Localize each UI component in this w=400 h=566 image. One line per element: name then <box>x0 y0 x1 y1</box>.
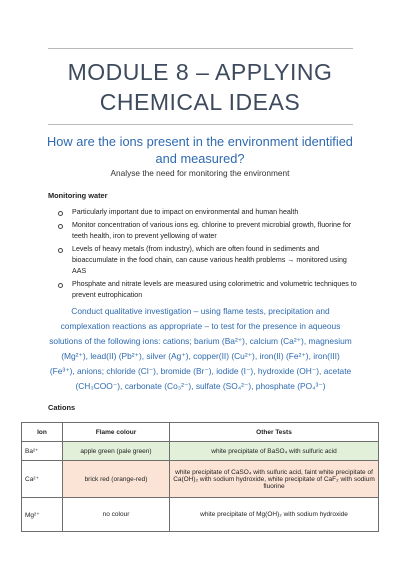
list-item-text: Particularly important due to impact on environmental and human health <box>72 208 299 216</box>
cations-table <box>21 422 379 532</box>
list-item <box>58 207 358 218</box>
cations-label: Cations <box>48 403 76 412</box>
monitoring-water-label: Monitoring water <box>48 191 108 200</box>
other-tests-cell: white precipitate of CaSO₄ with sulfuric acid, faint white precipitate of Ca(OH)₂ with sodium hydroxide, white precipitate of CaF₂ with sodium fluorine <box>170 461 379 498</box>
other-tests-cell: white precipitate of Mg(OH)₂ with sodium hydroxide <box>170 498 379 532</box>
ion-cell: Ba²⁺ <box>22 442 63 461</box>
other-tests-cell: white precipitate of BaSO₄ with sulfuric acid <box>170 442 379 461</box>
inquiry-question: How are the ions present in the environment identified and measured? <box>47 134 353 166</box>
list-item <box>58 220 358 242</box>
list-item-text: Monitor concentration of various ions eg. chlorine to prevent microbial growth, fluorine for teeth health, iron to prevent yellowing of water <box>72 221 352 240</box>
bullet-icon <box>58 248 63 253</box>
column-header-other-tests: Other Tests <box>170 423 379 442</box>
bullet-icon <box>58 211 63 216</box>
title-line-1: MODULE 8 – APPLYING <box>67 59 333 85</box>
table-row <box>22 442 379 461</box>
qualitative-investigation-text: Conduct qualitative investigation – using flame tests, precipitation and complexation reactions as appropriate – to test for the presence in aqueous solutions of the following ions: cations; barium (Ba²⁺), calcium (Ca²⁺), magnesium (Mg²⁺), lead(II) (Pb²⁺), silver (Ag⁺), copper(II) (Cu²⁺), iron(II) (Fe²⁺), iron(III) (Fe³⁺), anions; chloride (Cl⁻), bromide (Br⁻), iodide (I⁻), hydroxide (OH⁻), acetate (CH₃COO⁻), carbonate (Co₃²⁻), sulfate (SO₄²⁻), phosphate (PO₄³⁻) <box>49 306 352 391</box>
top-rule <box>48 48 353 49</box>
title-line-2: CHEMICAL IDEAS <box>99 89 301 115</box>
page-title <box>30 57 370 117</box>
ion-cell: Mg²⁺ <box>22 498 63 532</box>
title-rule <box>48 124 353 125</box>
table-header-row <box>22 423 379 442</box>
column-header-ion: Ion <box>22 423 63 442</box>
flame-colour-cell: brick red (orange-red) <box>63 461 170 498</box>
bullet-icon <box>58 283 63 288</box>
list-item-text: Phosphate and nitrate levels are measured using colorimetric and volumetric techniques to prevent eutrophication <box>72 280 357 299</box>
bullet-icon <box>58 224 63 229</box>
list-item <box>58 244 358 277</box>
flame-colour-cell: apple green (pale green) <box>63 442 170 461</box>
table-row <box>22 498 379 532</box>
monitoring-list <box>58 207 358 303</box>
column-header-flame-colour: Flame colour <box>63 423 170 442</box>
list-item <box>58 279 358 301</box>
table-row <box>22 461 379 498</box>
list-item-text: Levels of heavy metals (from industry), which are often found in sediments and bioaccumulate in the food chain, can cause various health problems → monitored using AAS <box>72 245 347 275</box>
subheading: Analyse the need for monitoring the environment <box>110 168 290 178</box>
ion-cell: Ca²⁺ <box>22 461 63 498</box>
flame-colour-cell: no colour <box>63 498 170 532</box>
